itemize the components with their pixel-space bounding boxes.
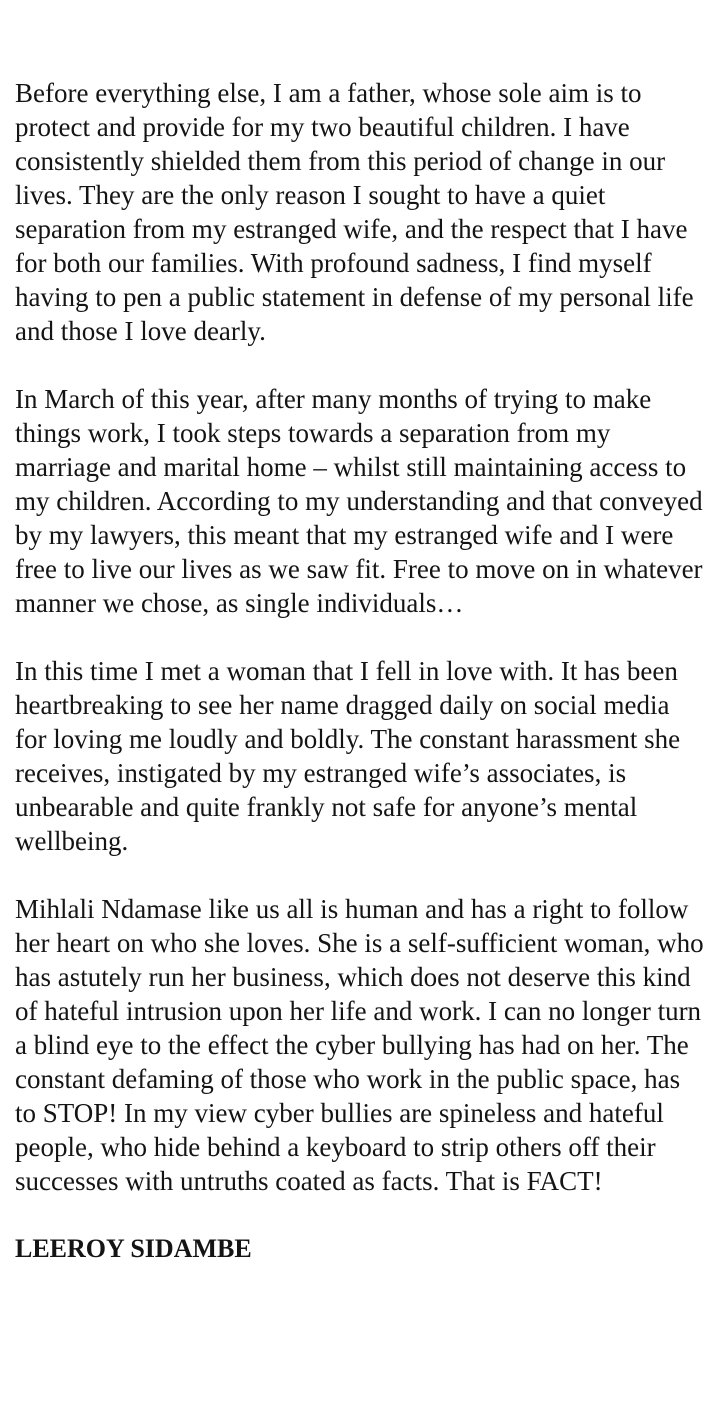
statement-paragraph-2: In March of this year, after many months of trying to make things work, I took steps towards a separation from my marriage and marital home – whilst still maintaining access to my children. According to my understanding and that conveyed by my lawyers, this meant that my estranged wife and I were free to live our lives as we saw fit. Free to move on in whatever manner we chose, as single individuals… [15, 384, 703, 618]
statement-paragraph-3: In this time I met a woman that I fell in love with. It has been heartbreaking to see her name dragged daily on social media for loving me loudly and boldly. The constant harassment she receives, instigated by my estranged wife’s associates, is unbearable and quite frankly not safe for anyone’s mental wellbeing. [15, 656, 681, 856]
statement-document [15, 76, 705, 1266]
statement-paragraph-4: Mihlali Ndamase like us all is human and has a right to follow her heart on who she loves. She is a self-sufficient woman, who has astutely run her business, which does not deserve this kind of hateful intrusion upon her life and work. I can no longer turn a blind eye to the effect the cyber bullying has had on her. The constant defaming of those who work in the public space, has to STOP! In my view cyber bullies are spineless and hateful people, who hide behind a keyboard to strip others off their successes with untruths coated as facts. That is FACT! [15, 894, 704, 1196]
statement-paragraph-1: Before everything else, I am a father, whose sole aim is to protect and provide for my two beautiful children. I have consistently shielded them from this period of change in our lives. They are the only reason I sought to have a quiet separation from my estranged wife, and the respect that I have for both our families. With profound sadness, I find myself having to pen a public statement in defense of my personal life and those I love dearly. [15, 78, 694, 346]
signature-name: LEEROY SIDAMBE [15, 1234, 252, 1263]
